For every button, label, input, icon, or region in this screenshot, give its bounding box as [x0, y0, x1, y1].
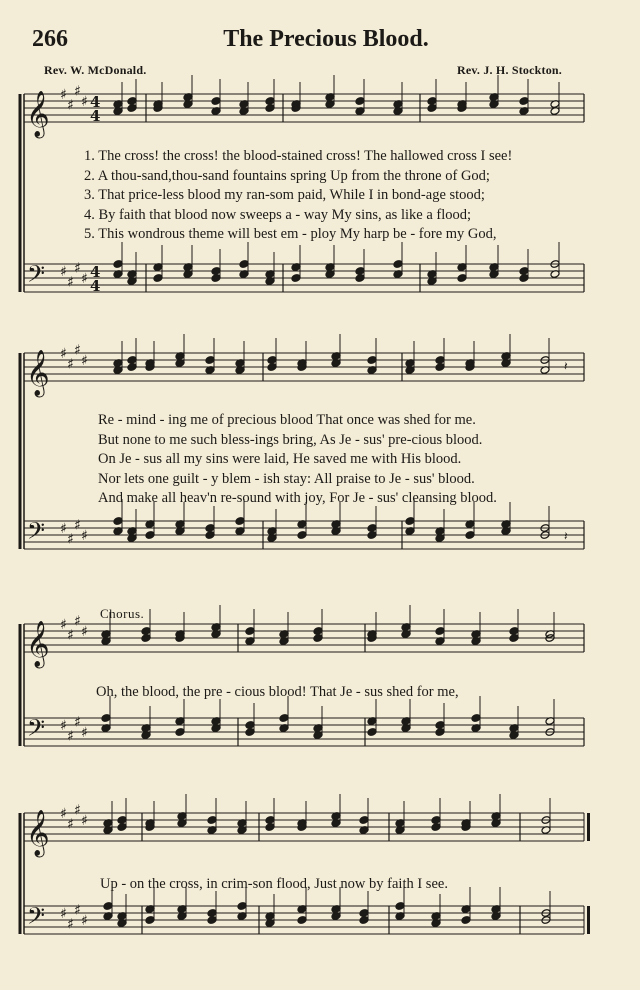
hymn-title: The Precious Blood. [223, 26, 429, 52]
sharp-icon: ♯ [74, 613, 81, 630]
sharp-icon: ♯ [67, 97, 74, 114]
sharp-icon: ♯ [67, 356, 74, 373]
bass-clef-icon: 𝄢 [27, 517, 46, 550]
sharp-icon: ♯ [60, 521, 67, 537]
lyric-line: Nor lets one guilt - y blem - ish stay: All praise to Je - sus' blood. [98, 470, 475, 487]
sharp-icon: ♯ [67, 627, 74, 644]
lyric-line: 2. A thou-sand,thou-sand fountains spring Up from the throne of God; [84, 167, 490, 184]
sharp-icon: ♯ [74, 342, 81, 359]
sharp-icon: ♯ [60, 264, 67, 280]
time-signature-top: 4 [90, 263, 101, 281]
sharp-icon: ♯ [74, 517, 81, 534]
sharp-icon: ♯ [67, 728, 74, 745]
final-barline [587, 906, 590, 934]
sharp-icon: ♯ [60, 806, 67, 822]
lyric-line: Up - on the cross, in crim-son flood, Just now by faith I see. [100, 876, 448, 892]
bass-clef-icon: 𝄢 [27, 902, 46, 935]
sharp-icon: ♯ [81, 725, 88, 741]
hymn-number: 266 [32, 26, 68, 52]
lyric-line: 3. That price-less blood my ran-som paid, While I in bond-age stood; [84, 187, 485, 203]
lyric-line: Re - mind - ing me of precious blood That once was shed for me. [98, 412, 476, 428]
time-signature-bottom: 4 [90, 107, 101, 125]
sharp-icon: ♯ [60, 87, 67, 103]
time-signature-top: 4 [90, 93, 101, 111]
sharp-icon: ♯ [67, 274, 74, 291]
rest-icon: 𝄽 [564, 529, 568, 543]
sharp-icon: ♯ [81, 271, 88, 287]
sharp-icon: ♯ [81, 813, 88, 829]
lyric-line: 1. The cross! the cross! the blood-stained cross! The hallowed cross I see! [84, 148, 513, 164]
sharp-icon: ♯ [81, 624, 88, 640]
treble-clef-icon: 𝄞 [26, 810, 50, 856]
sharp-icon: ♯ [74, 260, 81, 277]
chorus-label: Chorus. [100, 606, 145, 621]
sharp-icon: ♯ [60, 346, 67, 362]
sharp-icon: ♯ [60, 906, 67, 922]
bass-clef-icon: 𝄢 [27, 260, 46, 293]
treble-clef-icon: 𝄞 [26, 621, 50, 667]
sharp-icon: ♯ [74, 902, 81, 919]
sharp-icon: ♯ [60, 617, 67, 633]
lyric-line: 4. By faith that blood now sweeps a - way My sins, as like a flood; [84, 206, 472, 223]
time-signature-bottom: 4 [90, 277, 101, 295]
lyric-line: And make all heav'n re-sound with joy, For Je - sus' cleansing blood. [98, 490, 497, 506]
sharp-icon: ♯ [67, 916, 74, 933]
sharp-icon: ♯ [81, 94, 88, 110]
lyric-line: But none to me such bless-ings bring, As Je - sus' pre-cious blood. [98, 431, 483, 448]
lyric-line: 5. This wondrous theme will best em - ploy My harp be - fore my God, [84, 226, 497, 242]
treble-clef-icon: 𝄞 [26, 91, 50, 137]
sharp-icon: ♯ [74, 83, 81, 100]
treble-clef-icon: 𝄞 [26, 350, 50, 396]
sharp-icon: ♯ [81, 528, 88, 544]
bass-clef-icon: 𝄢 [27, 714, 46, 747]
lyric-line: On Je - sus all my sins were laid, He saved me with His blood. [98, 451, 462, 467]
sharp-icon: ♯ [67, 816, 74, 833]
rest-icon: 𝄽 [564, 359, 568, 373]
sharp-icon: ♯ [81, 913, 88, 929]
lyricist-credit: Rev. W. McDonald. [44, 63, 147, 77]
lyric-line: Oh, the blood, the pre - cious blood! That Je - sus shed for me, [96, 684, 459, 700]
sharp-icon: ♯ [60, 718, 67, 734]
composer-credit: Rev. J. H. Stockton. [456, 63, 562, 77]
sharp-icon: ♯ [81, 353, 88, 369]
sharp-icon: ♯ [74, 802, 81, 819]
final-barline [587, 813, 590, 841]
sharp-icon: ♯ [74, 714, 81, 731]
sharp-icon: ♯ [67, 531, 74, 548]
